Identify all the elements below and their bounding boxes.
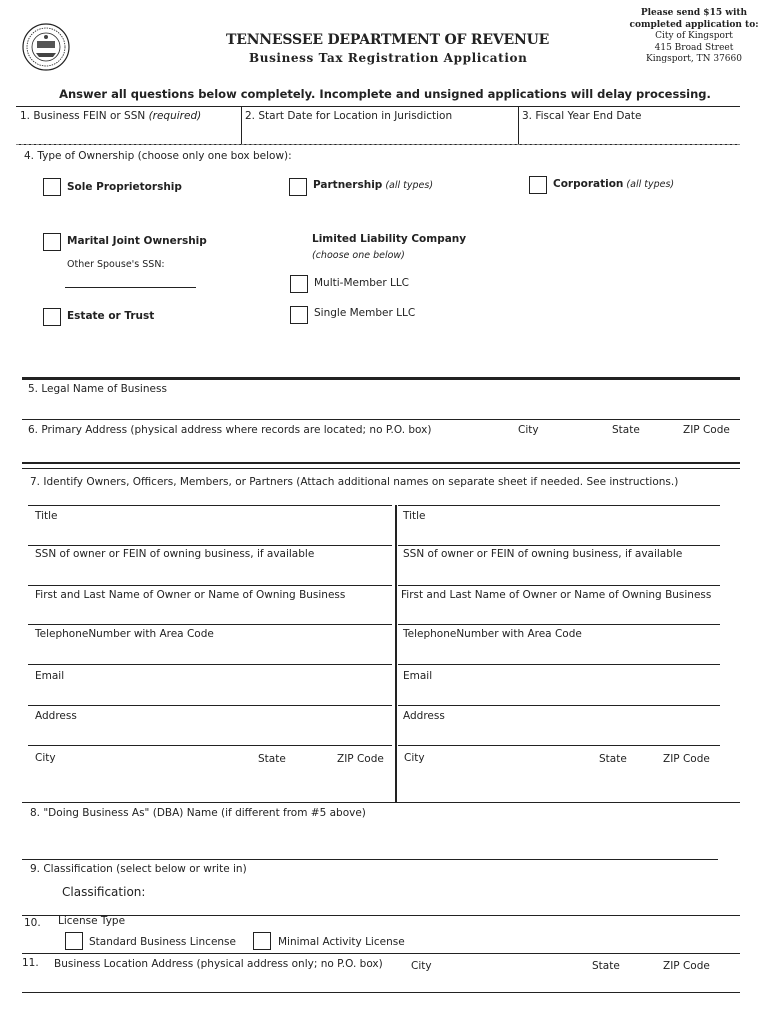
instructions-notice: Answer all questions below completely. Incomplete and unsigned applications will delay processing. <box>59 87 711 101</box>
standard-license-checkbox[interactable] <box>65 932 83 950</box>
fein-text: 1. Business FEIN or SSN <box>20 110 149 122</box>
left-title-top <box>28 505 392 506</box>
dba-label: 8. "Doing Business As" (DBA) Name (if different from #5 above) <box>30 807 366 819</box>
llc-note: (choose one below) <box>312 250 405 261</box>
sole-proprietorship-checkbox[interactable] <box>43 178 61 196</box>
row8-bottom-rule <box>22 859 718 860</box>
owner2-address-line <box>398 745 720 746</box>
spouse-ssn-line[interactable] <box>65 287 196 288</box>
corporation-checkbox[interactable] <box>529 176 547 194</box>
owners-heading: 7. Identify Owners, Officers, Members, or Partners (Attach additional names on separate sheet if needed. See instructions.) <box>30 476 679 488</box>
classification-label: Classification: <box>62 885 146 899</box>
multi-member-llc-checkbox[interactable] <box>290 275 308 293</box>
owner2-phone-line <box>398 664 720 665</box>
estate-trust-label: Estate or Trust <box>67 310 155 322</box>
send-line-1: Please send $15 with <box>640 8 748 18</box>
form-subtitle: Business Tax Registration Application <box>249 51 528 65</box>
owner2-city-label: City <box>404 752 425 764</box>
owner1-address-line <box>28 745 392 746</box>
row5-top-rule <box>22 377 740 380</box>
location-address-label: Business Location Address (physical address only; no P.O. box) <box>54 958 383 970</box>
owner2-ssn-line <box>398 585 720 586</box>
corporation-text: Corporation <box>553 178 624 190</box>
owner1-phone-line <box>28 664 392 665</box>
row11-bottom-rule <box>22 992 740 993</box>
owner1-email-line <box>28 705 392 706</box>
owner2-title-line <box>398 545 720 546</box>
tennessee-seal-logo <box>22 23 70 71</box>
minimal-license-checkbox[interactable] <box>253 932 271 950</box>
send-line-2: completed application to: <box>629 19 759 30</box>
row10-bottom-rule <box>22 953 740 954</box>
standard-license-label: Standard Business Lincense <box>89 936 236 948</box>
primary-zip-label: ZIP Code <box>683 424 730 436</box>
multi-member-llc-label: Multi-Member LLC <box>314 277 410 289</box>
owner1-name-label: First and Last Name of Owner or Name of Owning Business <box>35 589 346 601</box>
partnership-label <box>313 179 433 191</box>
mailing-instructions <box>628 8 760 66</box>
classification-heading: 9. Classification (select below or write in) <box>30 863 247 875</box>
fiscal-year-label: 3. Fiscal Year End Date <box>522 110 642 122</box>
location-state-label: State <box>592 960 620 972</box>
owner1-state-label: State <box>258 753 286 765</box>
fein-required: (required) <box>148 110 202 122</box>
row1-dashed-rule <box>16 144 740 145</box>
license-num: 10. <box>24 917 41 929</box>
row1-divider-1 <box>241 106 242 144</box>
primary-address-label: 6. Primary Address (physical address where records are located; no P.O. box) <box>28 424 432 436</box>
owner2-state-label: State <box>599 753 627 765</box>
owner2-title-label: Title <box>403 510 426 522</box>
send-line-5: Kingsport, TN 37660 <box>646 54 742 65</box>
partnership-note: (all types) <box>382 180 434 191</box>
owners-divider <box>395 505 397 802</box>
location-zip-label: ZIP Code <box>663 960 710 972</box>
owner2-name-label: First and Last Name of Owner or Name of Owning Business <box>401 589 712 601</box>
owner2-email-line <box>398 705 720 706</box>
start-date-label: 2. Start Date for Location in Jurisdiction <box>245 110 453 122</box>
location-num: 11. <box>22 957 39 969</box>
owner1-ssn-label: SSN of owner or FEIN of owning business, if available <box>35 548 315 560</box>
owner1-address-label: Address <box>35 710 77 722</box>
row6-bottom-rule-1 <box>22 462 740 464</box>
legal-name-label: 5. Legal Name of Business <box>28 383 167 395</box>
marital-joint-checkbox[interactable] <box>43 233 61 251</box>
owner2-ssn-label: SSN of owner or FEIN of owning business, if available <box>403 548 683 560</box>
corporation-note: (all types) <box>623 179 675 190</box>
single-member-llc-label: Single Member LLC <box>314 307 416 319</box>
estate-trust-checkbox[interactable] <box>43 308 61 326</box>
fein-label <box>20 110 201 122</box>
corporation-label <box>553 178 674 190</box>
spouse-ssn-label: Other Spouse's SSN: <box>67 259 165 270</box>
send-line-4: 415 Broad Street <box>654 42 734 53</box>
row1-divider-2 <box>518 106 519 144</box>
owner1-zip-label: ZIP Code <box>337 753 384 765</box>
owner2-phone-label: TelephoneNumber with Area Code <box>403 628 582 640</box>
marital-joint-label: Marital Joint Ownership <box>67 235 207 247</box>
llc-heading: Limited Liability Company <box>312 233 467 245</box>
owner2-address-label: Address <box>403 710 445 722</box>
partnership-checkbox[interactable] <box>289 178 307 196</box>
owner2-email-label: Email <box>403 670 433 682</box>
owner1-title-label: Title <box>35 510 58 522</box>
partnership-text: Partnership <box>313 179 383 191</box>
row6-bottom-rule-2 <box>22 468 740 469</box>
primary-state-label: State <box>612 424 640 436</box>
row9-bottom-rule <box>22 915 740 916</box>
owner1-city-label: City <box>35 752 56 764</box>
owner1-ssn-line <box>28 585 392 586</box>
owner2-zip-label: ZIP Code <box>663 753 710 765</box>
owner1-email-label: Email <box>35 670 65 682</box>
sole-proprietorship-label: Sole Proprietorship <box>67 181 182 193</box>
owner1-title-line <box>28 545 392 546</box>
license-type-label: License Type <box>58 915 126 927</box>
row1-top-rule <box>16 106 740 107</box>
send-line-3: City of Kingsport <box>655 31 733 42</box>
primary-city-label: City <box>518 424 539 436</box>
department-title: TENNESSEE DEPARTMENT OF REVENUE <box>226 32 550 48</box>
owner2-name-line <box>398 624 720 625</box>
row7-bottom-rule <box>22 802 740 803</box>
right-title-top <box>398 505 720 506</box>
row5-bottom-rule <box>22 419 740 420</box>
minimal-license-label: Minimal Activity License <box>278 936 405 948</box>
owner1-phone-label: TelephoneNumber with Area Code <box>35 628 214 640</box>
single-member-llc-checkbox[interactable] <box>290 306 308 324</box>
ownership-heading: 4. Type of Ownership (choose only one box below): <box>24 150 292 162</box>
owner1-name-line <box>28 624 392 625</box>
location-city-label: City <box>411 960 432 972</box>
